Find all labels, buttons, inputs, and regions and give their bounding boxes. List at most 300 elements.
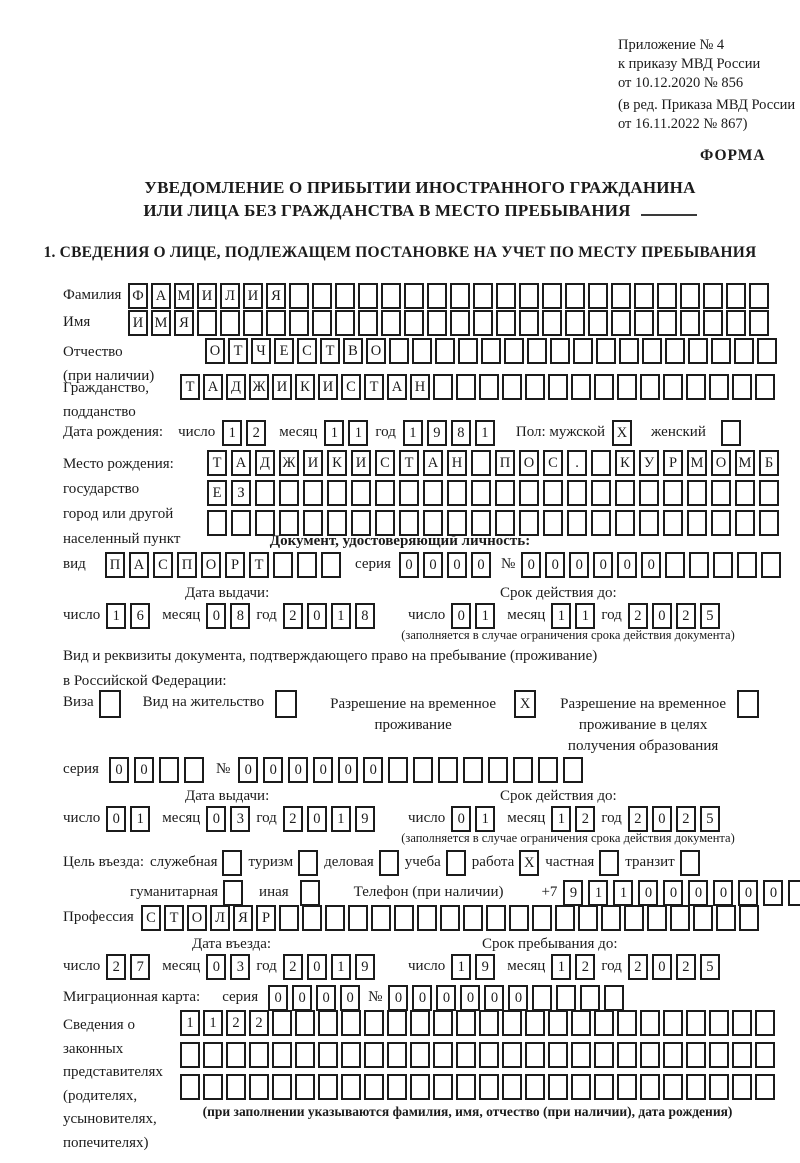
char-cell[interactable] [761, 552, 781, 578]
char-cell[interactable]: Ф [128, 283, 148, 309]
char-cell[interactable] [249, 1074, 269, 1100]
char-cell[interactable]: 0 [713, 880, 733, 906]
char-cell[interactable]: 0 [569, 552, 589, 578]
char-cell[interactable] [327, 480, 347, 506]
char-cell[interactable]: X [519, 850, 539, 876]
char-cell[interactable] [427, 283, 447, 309]
char-cell[interactable] [525, 374, 545, 400]
char-cell[interactable] [732, 1074, 752, 1100]
char-cell[interactable] [555, 905, 575, 931]
char-cell[interactable]: 0 [340, 985, 360, 1011]
char-cell[interactable] [596, 338, 616, 364]
char-cell[interactable]: 1 [130, 806, 150, 832]
char-cell[interactable] [488, 757, 508, 783]
char-cell[interactable]: 0 [134, 757, 154, 783]
char-cell[interactable] [532, 905, 552, 931]
char-cell[interactable] [640, 374, 660, 400]
char-cell[interactable] [456, 1010, 476, 1036]
char-cell[interactable]: 0 [436, 985, 456, 1011]
char-cell[interactable] [440, 905, 460, 931]
char-cell[interactable]: 0 [399, 552, 419, 578]
char-cell[interactable]: 0 [471, 552, 491, 578]
char-cell[interactable]: 0 [206, 954, 226, 980]
char-cell[interactable] [693, 905, 713, 931]
char-cell[interactable]: 1 [588, 880, 608, 906]
char-cell[interactable] [688, 338, 708, 364]
char-cell[interactable]: Т [249, 552, 269, 578]
char-cell[interactable]: Ж [279, 450, 299, 476]
char-cell[interactable]: 2 [249, 1010, 269, 1036]
char-cell[interactable]: 0 [268, 985, 288, 1011]
char-cell[interactable] [721, 420, 741, 446]
char-cell[interactable]: 1 [551, 603, 571, 629]
char-cell[interactable]: 2 [575, 954, 595, 980]
char-cell[interactable]: 0 [688, 880, 708, 906]
char-cell[interactable] [438, 757, 458, 783]
char-cell[interactable] [226, 1074, 246, 1100]
char-cell[interactable] [399, 480, 419, 506]
char-cell[interactable] [404, 310, 424, 336]
char-cell[interactable] [379, 850, 399, 876]
char-cell[interactable] [640, 1010, 660, 1036]
char-cell[interactable]: Т [180, 374, 200, 400]
char-cell[interactable]: 1 [180, 1010, 200, 1036]
char-cell[interactable] [266, 310, 286, 336]
char-cell[interactable] [594, 1042, 614, 1068]
char-cell[interactable]: 2 [676, 806, 696, 832]
char-cell[interactable] [513, 757, 533, 783]
char-cell[interactable] [496, 283, 516, 309]
char-cell[interactable] [184, 757, 204, 783]
char-cell[interactable]: Д [226, 374, 246, 400]
char-cell[interactable] [364, 1042, 384, 1068]
char-cell[interactable]: 5 [700, 954, 720, 980]
char-cell[interactable] [735, 480, 755, 506]
char-cell[interactable] [318, 1074, 338, 1100]
char-cell[interactable]: 0 [652, 954, 672, 980]
char-cell[interactable] [599, 850, 619, 876]
char-cell[interactable] [410, 1074, 430, 1100]
char-cell[interactable]: А [129, 552, 149, 578]
char-cell[interactable] [548, 1042, 568, 1068]
char-cell[interactable]: 1 [551, 954, 571, 980]
char-cell[interactable]: Ж [249, 374, 269, 400]
char-cell[interactable] [617, 1010, 637, 1036]
char-cell[interactable]: Л [220, 283, 240, 309]
char-cell[interactable]: Р [225, 552, 245, 578]
char-cell[interactable] [726, 310, 746, 336]
char-cell[interactable] [611, 283, 631, 309]
char-cell[interactable] [371, 905, 391, 931]
char-cell[interactable] [388, 757, 408, 783]
char-cell[interactable] [381, 310, 401, 336]
char-cell[interactable] [663, 374, 683, 400]
char-cell[interactable] [502, 1010, 522, 1036]
char-cell[interactable] [279, 480, 299, 506]
char-cell[interactable] [737, 552, 757, 578]
char-cell[interactable] [255, 480, 275, 506]
char-cell[interactable] [619, 338, 639, 364]
char-cell[interactable] [473, 310, 493, 336]
char-cell[interactable] [732, 1010, 752, 1036]
char-cell[interactable]: Ч [251, 338, 271, 364]
char-cell[interactable] [525, 1010, 545, 1036]
char-cell[interactable] [686, 1074, 706, 1100]
char-cell[interactable] [341, 1042, 361, 1068]
char-cell[interactable] [737, 690, 759, 718]
char-cell[interactable]: М [687, 450, 707, 476]
char-cell[interactable] [594, 374, 614, 400]
char-cell[interactable] [578, 905, 598, 931]
char-cell[interactable] [423, 480, 443, 506]
char-cell[interactable] [548, 1010, 568, 1036]
char-cell[interactable] [203, 1074, 223, 1100]
char-cell[interactable] [542, 310, 562, 336]
char-cell[interactable] [757, 338, 777, 364]
char-cell[interactable]: 0 [484, 985, 504, 1011]
char-cell[interactable]: И [272, 374, 292, 400]
char-cell[interactable] [550, 338, 570, 364]
char-cell[interactable]: П [177, 552, 197, 578]
char-cell[interactable]: 0 [363, 757, 383, 783]
char-cell[interactable] [289, 283, 309, 309]
char-cell[interactable] [647, 905, 667, 931]
char-cell[interactable]: 0 [338, 757, 358, 783]
char-cell[interactable] [548, 1074, 568, 1100]
char-cell[interactable]: 1 [203, 1010, 223, 1036]
char-cell[interactable] [358, 310, 378, 336]
char-cell[interactable]: 0 [423, 552, 443, 578]
char-cell[interactable]: 0 [109, 757, 129, 783]
char-cell[interactable] [755, 1010, 775, 1036]
char-cell[interactable] [565, 283, 585, 309]
char-cell[interactable] [711, 338, 731, 364]
char-cell[interactable]: П [105, 552, 125, 578]
char-cell[interactable]: 1 [575, 603, 595, 629]
char-cell[interactable]: 0 [292, 985, 312, 1011]
char-cell[interactable] [591, 480, 611, 506]
char-cell[interactable] [387, 1074, 407, 1100]
char-cell[interactable] [716, 905, 736, 931]
char-cell[interactable] [571, 1010, 591, 1036]
char-cell[interactable] [298, 850, 318, 876]
char-cell[interactable]: Я [266, 283, 286, 309]
char-cell[interactable] [502, 1074, 522, 1100]
char-cell[interactable]: 0 [521, 552, 541, 578]
char-cell[interactable] [341, 1074, 361, 1100]
char-cell[interactable] [624, 905, 644, 931]
char-cell[interactable]: И [128, 310, 148, 336]
char-cell[interactable]: 1 [331, 954, 351, 980]
char-cell[interactable]: Т [228, 338, 248, 364]
char-cell[interactable]: 0 [641, 552, 661, 578]
char-cell[interactable]: 1 [475, 806, 495, 832]
char-cell[interactable]: Л [210, 905, 230, 931]
char-cell[interactable] [573, 338, 593, 364]
char-cell[interactable]: 1 [475, 420, 495, 446]
char-cell[interactable] [640, 1042, 660, 1068]
char-cell[interactable] [446, 850, 466, 876]
char-cell[interactable] [495, 480, 515, 506]
char-cell[interactable]: 1 [475, 603, 495, 629]
char-cell[interactable]: 7 [130, 954, 150, 980]
char-cell[interactable] [351, 480, 371, 506]
char-cell[interactable] [433, 1074, 453, 1100]
char-cell[interactable] [634, 283, 654, 309]
char-cell[interactable] [734, 338, 754, 364]
char-cell[interactable] [563, 757, 583, 783]
char-cell[interactable] [180, 1042, 200, 1068]
char-cell[interactable]: 1 [451, 954, 471, 980]
char-cell[interactable]: 8 [355, 603, 375, 629]
char-cell[interactable] [639, 480, 659, 506]
char-cell[interactable] [713, 552, 733, 578]
char-cell[interactable]: С [375, 450, 395, 476]
char-cell[interactable]: Я [174, 310, 194, 336]
char-cell[interactable] [525, 1074, 545, 1100]
char-cell[interactable]: Т [364, 374, 384, 400]
char-cell[interactable] [99, 690, 121, 718]
char-cell[interactable]: 0 [652, 806, 672, 832]
char-cell[interactable]: 9 [563, 880, 583, 906]
char-cell[interactable]: 2 [628, 806, 648, 832]
char-cell[interactable] [509, 905, 529, 931]
char-cell[interactable]: 1 [331, 603, 351, 629]
char-cell[interactable]: К [327, 450, 347, 476]
char-cell[interactable]: Б [759, 450, 779, 476]
char-cell[interactable]: 0 [451, 603, 471, 629]
char-cell[interactable] [220, 310, 240, 336]
char-cell[interactable]: 0 [545, 552, 565, 578]
char-cell[interactable] [686, 1010, 706, 1036]
char-cell[interactable] [527, 338, 547, 364]
char-cell[interactable] [548, 374, 568, 400]
char-cell[interactable] [502, 1042, 522, 1068]
char-cell[interactable]: О [205, 338, 225, 364]
char-cell[interactable]: 0 [307, 806, 327, 832]
char-cell[interactable] [302, 905, 322, 931]
char-cell[interactable]: 9 [355, 954, 375, 980]
char-cell[interactable] [279, 905, 299, 931]
char-cell[interactable]: В [343, 338, 363, 364]
char-cell[interactable] [410, 1010, 430, 1036]
char-cell[interactable]: У [639, 450, 659, 476]
char-cell[interactable]: Е [207, 480, 227, 506]
char-cell[interactable] [297, 552, 317, 578]
char-cell[interactable]: М [151, 310, 171, 336]
char-cell[interactable]: 9 [355, 806, 375, 832]
char-cell[interactable]: И [243, 283, 263, 309]
char-cell[interactable] [755, 1074, 775, 1100]
char-cell[interactable] [755, 1042, 775, 1068]
char-cell[interactable]: 0 [738, 880, 758, 906]
char-cell[interactable] [519, 283, 539, 309]
char-cell[interactable] [447, 480, 467, 506]
char-cell[interactable]: 1 [331, 806, 351, 832]
char-cell[interactable] [273, 552, 293, 578]
char-cell[interactable] [703, 283, 723, 309]
char-cell[interactable] [709, 1074, 729, 1100]
char-cell[interactable] [295, 1042, 315, 1068]
char-cell[interactable] [456, 1042, 476, 1068]
char-cell[interactable] [463, 905, 483, 931]
char-cell[interactable]: 0 [288, 757, 308, 783]
char-cell[interactable] [387, 1042, 407, 1068]
char-cell[interactable] [335, 310, 355, 336]
char-cell[interactable] [159, 757, 179, 783]
char-cell[interactable] [394, 905, 414, 931]
char-cell[interactable] [471, 450, 491, 476]
char-cell[interactable] [657, 283, 677, 309]
char-cell[interactable] [571, 1074, 591, 1100]
char-cell[interactable] [686, 374, 706, 400]
char-cell[interactable] [318, 1010, 338, 1036]
char-cell[interactable]: 5 [700, 806, 720, 832]
char-cell[interactable] [312, 310, 332, 336]
char-cell[interactable]: 9 [427, 420, 447, 446]
char-cell[interactable] [479, 374, 499, 400]
char-cell[interactable] [663, 1010, 683, 1036]
char-cell[interactable] [567, 480, 587, 506]
char-cell[interactable] [759, 480, 779, 506]
char-cell[interactable] [749, 310, 769, 336]
char-cell[interactable] [433, 1042, 453, 1068]
char-cell[interactable]: 0 [508, 985, 528, 1011]
char-cell[interactable]: Н [447, 450, 467, 476]
char-cell[interactable]: 0 [593, 552, 613, 578]
char-cell[interactable]: 0 [447, 552, 467, 578]
char-cell[interactable]: А [203, 374, 223, 400]
char-cell[interactable] [375, 480, 395, 506]
char-cell[interactable] [532, 985, 552, 1011]
char-cell[interactable]: 2 [628, 954, 648, 980]
char-cell[interactable] [739, 905, 759, 931]
char-cell[interactable] [519, 480, 539, 506]
char-cell[interactable] [663, 1074, 683, 1100]
char-cell[interactable] [617, 1074, 637, 1100]
char-cell[interactable] [538, 757, 558, 783]
char-cell[interactable] [580, 985, 600, 1011]
char-cell[interactable]: 3 [230, 806, 250, 832]
char-cell[interactable]: 2 [226, 1010, 246, 1036]
char-cell[interactable]: Т [399, 450, 419, 476]
char-cell[interactable] [295, 1074, 315, 1100]
char-cell[interactable] [203, 1042, 223, 1068]
char-cell[interactable] [450, 310, 470, 336]
char-cell[interactable] [726, 283, 746, 309]
char-cell[interactable]: А [151, 283, 171, 309]
char-cell[interactable]: 0 [206, 806, 226, 832]
char-cell[interactable] [348, 905, 368, 931]
char-cell[interactable]: О [519, 450, 539, 476]
char-cell[interactable]: И [303, 450, 323, 476]
char-cell[interactable]: М [174, 283, 194, 309]
char-cell[interactable] [680, 310, 700, 336]
char-cell[interactable] [479, 1042, 499, 1068]
char-cell[interactable]: О [201, 552, 221, 578]
char-cell[interactable]: 3 [230, 954, 250, 980]
char-cell[interactable]: М [735, 450, 755, 476]
char-cell[interactable] [594, 1074, 614, 1100]
char-cell[interactable] [303, 480, 323, 506]
char-cell[interactable]: 0 [388, 985, 408, 1011]
char-cell[interactable]: А [231, 450, 251, 476]
char-cell[interactable] [502, 374, 522, 400]
char-cell[interactable] [325, 905, 345, 931]
char-cell[interactable] [588, 310, 608, 336]
char-cell[interactable] [410, 1042, 430, 1068]
char-cell[interactable]: 1 [348, 420, 368, 446]
char-cell[interactable] [272, 1010, 292, 1036]
char-cell[interactable] [788, 880, 800, 906]
char-cell[interactable]: 2 [628, 603, 648, 629]
char-cell[interactable]: Т [207, 450, 227, 476]
char-cell[interactable] [226, 1042, 246, 1068]
char-cell[interactable]: 2 [283, 806, 303, 832]
char-cell[interactable] [486, 905, 506, 931]
char-cell[interactable]: 6 [130, 603, 150, 629]
char-cell[interactable] [341, 1010, 361, 1036]
char-cell[interactable] [504, 338, 524, 364]
char-cell[interactable] [456, 374, 476, 400]
char-cell[interactable]: Р [256, 905, 276, 931]
char-cell[interactable] [749, 283, 769, 309]
char-cell[interactable]: 0 [652, 603, 672, 629]
char-cell[interactable] [687, 480, 707, 506]
char-cell[interactable]: 0 [307, 954, 327, 980]
char-cell[interactable]: Т [164, 905, 184, 931]
char-cell[interactable] [571, 374, 591, 400]
char-cell[interactable] [473, 283, 493, 309]
char-cell[interactable]: П [495, 450, 515, 476]
char-cell[interactable] [755, 374, 775, 400]
char-cell[interactable]: С [543, 450, 563, 476]
char-cell[interactable]: 0 [238, 757, 258, 783]
char-cell[interactable] [249, 1042, 269, 1068]
char-cell[interactable] [321, 552, 341, 578]
char-cell[interactable] [703, 310, 723, 336]
char-cell[interactable]: 2 [676, 954, 696, 980]
char-cell[interactable]: 0 [451, 806, 471, 832]
char-cell[interactable] [364, 1010, 384, 1036]
char-cell[interactable]: О [711, 450, 731, 476]
char-cell[interactable]: Д [255, 450, 275, 476]
char-cell[interactable] [665, 552, 685, 578]
char-cell[interactable]: Р [663, 450, 683, 476]
char-cell[interactable] [243, 310, 263, 336]
char-cell[interactable] [389, 338, 409, 364]
char-cell[interactable] [640, 1074, 660, 1100]
char-cell[interactable] [318, 1042, 338, 1068]
char-cell[interactable] [543, 480, 563, 506]
char-cell[interactable] [381, 283, 401, 309]
char-cell[interactable] [571, 1042, 591, 1068]
char-cell[interactable]: Т [320, 338, 340, 364]
char-cell[interactable] [615, 480, 635, 506]
char-cell[interactable] [275, 690, 297, 718]
char-cell[interactable] [456, 1074, 476, 1100]
char-cell[interactable]: О [366, 338, 386, 364]
char-cell[interactable] [634, 310, 654, 336]
char-cell[interactable]: 0 [638, 880, 658, 906]
char-cell[interactable]: 2 [283, 954, 303, 980]
char-cell[interactable]: С [153, 552, 173, 578]
char-cell[interactable]: 0 [663, 880, 683, 906]
char-cell[interactable] [680, 850, 700, 876]
char-cell[interactable] [542, 283, 562, 309]
char-cell[interactable]: 9 [475, 954, 495, 980]
char-cell[interactable]: И [197, 283, 217, 309]
